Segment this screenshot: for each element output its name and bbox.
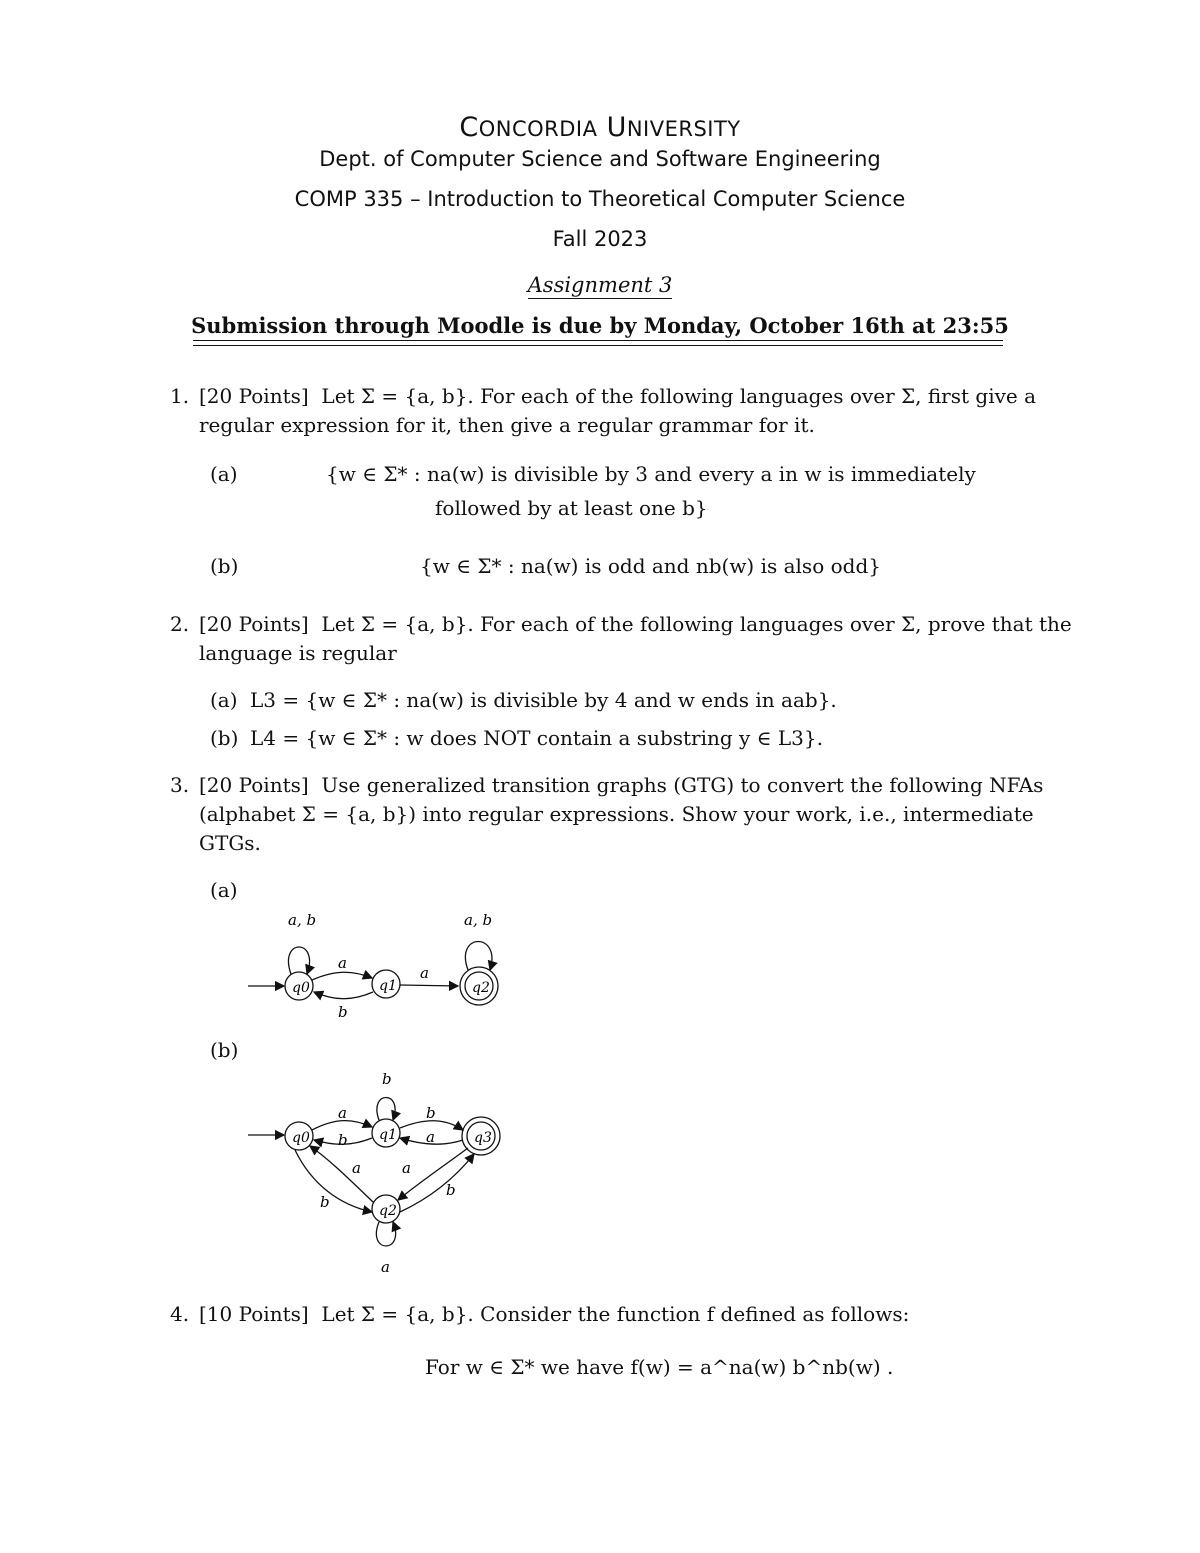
q2b-label: (b) xyxy=(210,726,239,750)
university-name: CONCORDIA UNIVERSITY xyxy=(459,112,741,143)
q0-label: q0 xyxy=(292,1130,310,1146)
nfa-a-diagram xyxy=(240,900,520,1025)
q2a-label: (a) xyxy=(210,688,238,712)
q2a-line: L3 = {w ∈ Σ* : na(w) is divisible by 4 and w ends in aab}. xyxy=(250,688,837,712)
course-title: COMP 335 – Introduction to Theoretical Computer Science xyxy=(294,187,906,211)
edge-q0-q1-label: a xyxy=(338,954,347,972)
edge-q1-q3-label: b xyxy=(426,1104,436,1122)
loop-q1 xyxy=(377,1098,395,1121)
double-rule xyxy=(193,340,1003,346)
q4-formula: For w ∈ Σ* we have f(w) = a^na(w) b^nb(w) . xyxy=(425,1355,894,1379)
edge-q3-q1-label: a xyxy=(426,1128,435,1146)
nfa-b-diagram xyxy=(240,1060,520,1280)
q2-text: [20 Points] Let Σ = {a, b}. For each of the following languages over Σ, prove that the language is regular xyxy=(199,612,1072,665)
loop-q0 xyxy=(288,947,309,974)
q3-text: [20 Points] Use generalized transition graphs (GTG) to convert the following NFAs (alphabet Σ = {a, b}) into regular expressions. Show your work, i.e., intermediate GTGs. xyxy=(199,773,1044,855)
loop-q2 xyxy=(376,1222,395,1246)
q1a-line2: followed by at least one b} xyxy=(435,496,708,520)
assignment-title: Assignment 3 xyxy=(527,273,673,297)
q1-text: [20 Points] Let Σ = {a, b}. For each of the following languages over Σ, first give a regular expression for it, then give a regular grammar for it. xyxy=(199,384,1037,437)
q1-label: q1 xyxy=(379,978,397,994)
q3a-label: (a) xyxy=(210,878,238,902)
loop-q2 xyxy=(465,942,492,971)
edge-q2-q3 xyxy=(400,1154,474,1212)
department: Dept. of Computer Science and Software Engineering xyxy=(319,147,881,171)
q2-number: 2. xyxy=(170,612,190,636)
q4-number: 4. xyxy=(170,1302,190,1326)
edge-q1-q0-label: b xyxy=(338,1003,348,1021)
q3-number: 3. xyxy=(170,773,190,797)
q1b-line: {w ∈ Σ* : na(w) is odd and nb(w) is also odd} xyxy=(420,554,881,578)
q4-text: [10 Points] Let Σ = {a, b}. Consider the function f defined as follows: xyxy=(199,1302,910,1326)
q3b-label: (b) xyxy=(210,1038,239,1062)
edge-q1-q2 xyxy=(400,985,458,986)
q2b-line: L4 = {w ∈ Σ* : w does NOT contain a substring y ∈ L3}. xyxy=(250,726,823,750)
q1-label: q1 xyxy=(379,1127,397,1143)
edge-q0-q2-label: b xyxy=(320,1193,330,1211)
due-date: Submission through Moodle is due by Monday, October 16th at 23:55 xyxy=(191,313,1009,338)
edge-q0-q1-label: a xyxy=(338,1104,347,1122)
loop-q2-label: a, b xyxy=(464,911,493,929)
loop-q0-label: a, b xyxy=(288,911,317,929)
q1a-line1: {w ∈ Σ* : na(w) is divisible by 3 and every a in w is immediately xyxy=(326,462,976,486)
q1a-label: (a) xyxy=(210,462,238,486)
edge-q1-q2-label: a xyxy=(420,964,429,982)
edge-q3-q2-label: a xyxy=(402,1159,411,1177)
loop-q2-label: a xyxy=(381,1258,390,1276)
edge-q2-q0-label: a xyxy=(352,1159,361,1177)
q3-label: q3 xyxy=(474,1130,492,1146)
q0-label: q0 xyxy=(292,980,310,996)
q2-label: q2 xyxy=(379,1203,397,1219)
edge-q2-q3-label: b xyxy=(446,1181,456,1199)
q1b-label: (b) xyxy=(210,554,239,578)
q2-label: q2 xyxy=(472,980,490,996)
loop-q1-label: b xyxy=(382,1070,392,1088)
edge-q0-q1 xyxy=(312,972,372,980)
edge-q1-q0-label: b xyxy=(338,1131,348,1149)
q1-number: 1. xyxy=(170,384,190,408)
term: Fall 2023 xyxy=(552,227,648,251)
edge-q1-q0 xyxy=(314,992,373,999)
